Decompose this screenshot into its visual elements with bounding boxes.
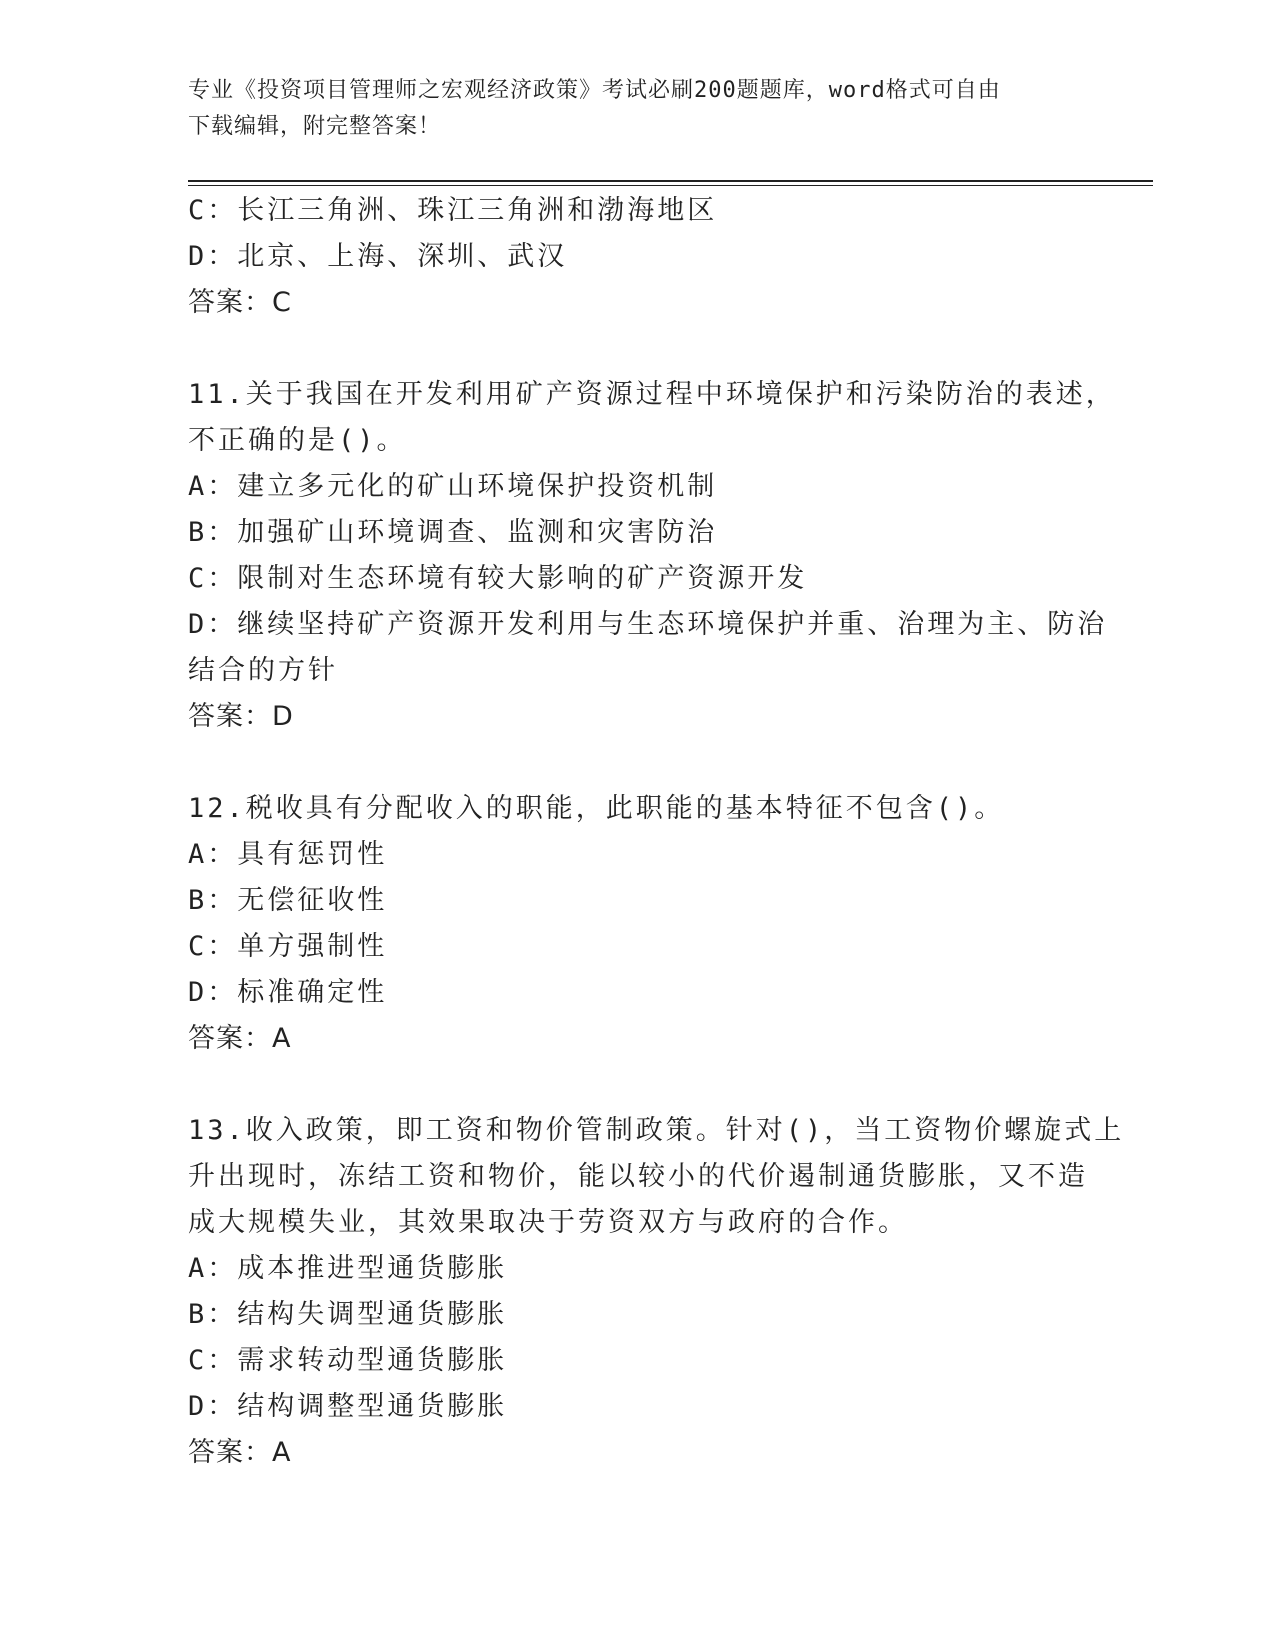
- option-text: 长江三角洲、珠江三角洲和渤海地区: [237, 195, 718, 226]
- document-header: [188, 73, 1088, 145]
- question-text: 11.关于我国在开发利用矿产资源过程中环境保护和污染防治的表述，: [188, 379, 1116, 410]
- previous-question-tail: [188, 188, 1088, 326]
- header-divider-thin: [188, 185, 1153, 186]
- spacer: [188, 1062, 1088, 1108]
- answer-line: 答案：A: [188, 1437, 292, 1468]
- option-a: A：具有惩罚性: [188, 839, 388, 870]
- option-b: B：加强矿山环境调查、监测和灾害防治: [188, 517, 718, 548]
- option-c: C：单方强制性: [188, 931, 388, 962]
- option-a: A：成本推进型通货膨胀: [188, 1253, 508, 1284]
- option-c: [188, 188, 1088, 234]
- header-line: 专业《投资项目管理师之宏观经济政策》考试必刷200题题库，word格式可自由: [188, 78, 1001, 103]
- option-c: C：限制对生态环境有较大影响的矿产资源开发: [188, 563, 808, 594]
- option-b: B：结构失调型通货膨胀: [188, 1299, 508, 1330]
- option-d: [188, 234, 1088, 280]
- option-c: C：需求转动型通货膨胀: [188, 1345, 508, 1376]
- option-d: D：标准确定性: [188, 977, 388, 1008]
- question-text: 12.税收具有分配收入的职能，此职能的基本特征不包含()。: [188, 793, 1005, 824]
- answer-line: 答案：A: [188, 1023, 292, 1054]
- option-label: C：: [188, 195, 238, 226]
- option-d-continued: 结合的方针: [188, 655, 338, 686]
- question-content: [188, 188, 1125, 1476]
- option-a: A：建立多元化的矿山环境保护投资机制: [188, 471, 718, 502]
- question-text: 升出现时，冻结工资和物价，能以较小的代价遏制通货膨胀，又不造: [188, 1161, 1088, 1192]
- option-label: D：: [188, 241, 238, 272]
- answer-line: 答案：C: [188, 287, 292, 318]
- option-d: D：结构调整型通货膨胀: [188, 1391, 508, 1422]
- answer-line: 答案：D: [188, 701, 294, 732]
- question-block: [188, 372, 1116, 740]
- option-text: 北京、上海、深圳、武汉: [237, 241, 568, 272]
- question-block: [188, 1108, 1125, 1476]
- option-d: D：继续坚持矿产资源开发利用与生态环境保护并重、治理为主、防治: [188, 609, 1108, 640]
- spacer: [188, 326, 1088, 372]
- question-text: 13.收入政策，即工资和物价管制政策。针对()，当工资物价螺旋式上: [188, 1115, 1125, 1146]
- question-text: 不正确的是()。: [188, 425, 407, 456]
- question-text: 成大规模失业，其效果取决于劳资双方与政府的合作。: [188, 1207, 908, 1238]
- spacer: [188, 740, 1088, 786]
- option-b: B：无偿征收性: [188, 885, 388, 916]
- question-block: [188, 786, 1088, 1062]
- header-divider-thick: [188, 180, 1153, 182]
- header-line: 下载编辑，附完整答案！: [188, 114, 442, 139]
